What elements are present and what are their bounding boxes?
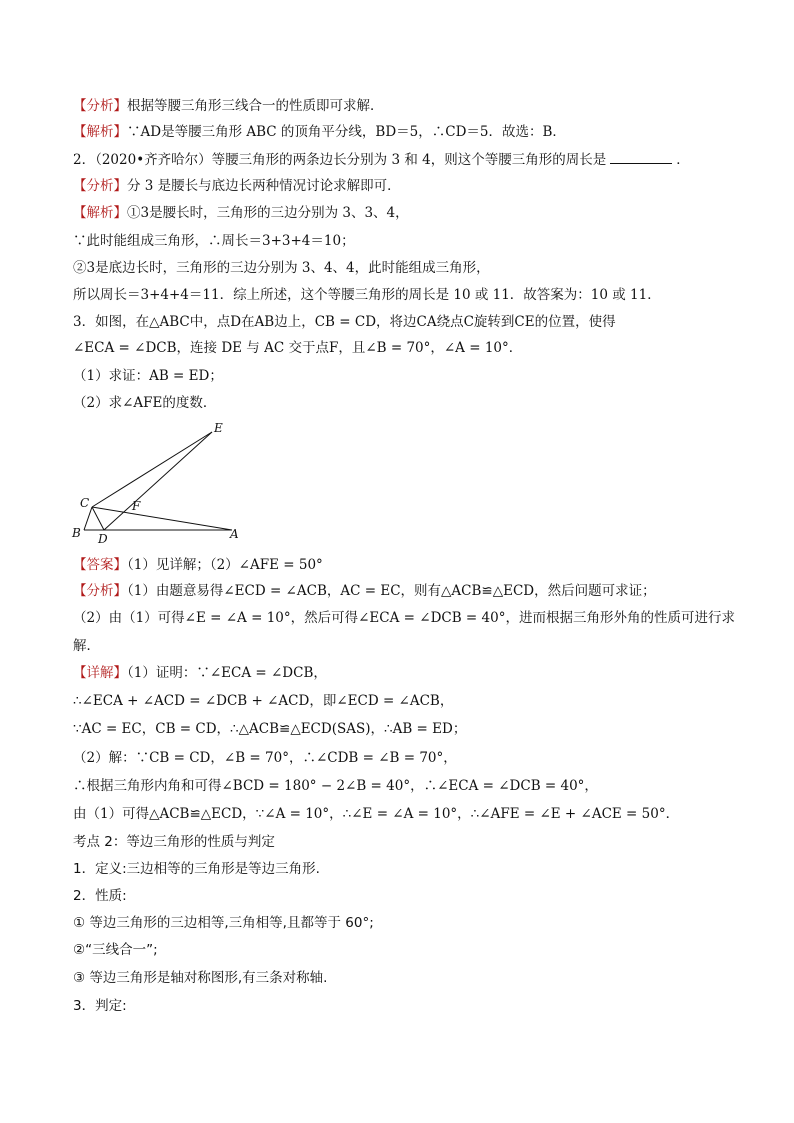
criteria-heading: 3．判定: <box>73 998 127 1014</box>
answer-tag: 【答案】 <box>73 557 127 573</box>
segment-ca <box>92 507 232 530</box>
solution-tag: 【解析】 <box>73 124 127 140</box>
segment-cd <box>92 507 104 530</box>
analysis-tag: 【分析】 <box>73 98 127 114</box>
answer-3 <box>73 555 323 575</box>
question-2-end: ． <box>676 152 690 168</box>
analysis-text: （1）由题意易得∠ECD = ∠ACB，AC = EC，则有△ACB≌△ECD，然后问题可求证； <box>127 583 656 599</box>
detail-3-line-2: ∴∠ECA + ∠ACD = ∠DCB + ∠ACD，即∠ECD = ∠ACB， <box>73 693 454 709</box>
question-2-text: 2．（2020•齐齐哈尔）等腰三角形的两条边长分别为 3 和 4，则这个等腰三角形的周长是 <box>73 152 607 168</box>
segment-bc <box>84 507 92 530</box>
analysis-tag: 【分析】 <box>73 583 127 599</box>
label-b: B <box>72 526 81 540</box>
section-heading: 考点 2：等边三角形的性质与判定 <box>73 834 275 850</box>
solution-text: ∵AD是等腰三角形 ABC 的顶角平分线，BD＝5，∴CD＝5．故选：B． <box>127 124 566 140</box>
property-3: ③ 等边三角形是轴对称图形,有三条对称轴. <box>73 970 328 986</box>
label-d: D <box>98 532 108 545</box>
solution-2-line-4: 所以周长＝3+4+4＝11．综上所述，这个等腰三角形的周长是 10 或 11．故答案为：10 或 11． <box>73 287 661 303</box>
analysis-3-line-2: （2）由（1）可得∠E = ∠A = 10°，然后可得∠ECA = ∠DCB = 40°，进而根据三角形外角的性质可进行求 <box>73 610 735 626</box>
detail-3-line-6: 由（1）可得△ACB≌△ECD，∵∠A = 10°，∴∠E = ∠A = 10°，∴∠AFE = ∠E + ∠ACE = 50°． <box>73 806 680 822</box>
question-2 <box>73 149 690 170</box>
triangle-figure <box>60 420 260 545</box>
solution-text: ①3是腰长时，三角形的三边分别为 3、3、4， <box>127 205 409 221</box>
solution-2-line-2: ∵此时能组成三角形，∴周长＝3+3+4＝10； <box>73 233 355 249</box>
segment-ce <box>92 432 212 507</box>
property-1: ① 等边三角形的三边相等,三角相等,且都等于 60°; <box>73 915 374 931</box>
properties-heading: 2．性质: <box>73 888 127 904</box>
label-c: C <box>80 496 90 510</box>
analysis-tag: 【分析】 <box>73 178 127 194</box>
definition-line: 1．定义:三边相等的三角形是等边三角形. <box>73 861 320 877</box>
analysis-1 <box>73 96 384 116</box>
answer-text: （1）见详解；（2）∠AFE = 50° <box>127 557 323 573</box>
detail-text: （1）证明：∵∠ECA = ∠DCB， <box>127 665 327 681</box>
label-f: F <box>132 499 141 513</box>
answer-blank[interactable] <box>610 149 672 164</box>
analysis-2 <box>73 176 401 196</box>
detail-tag: 【详解】 <box>73 665 127 681</box>
label-a: A <box>230 527 239 541</box>
analysis-text: 根据等腰三角形三线合一的性质即可求解． <box>127 98 384 114</box>
analysis-3-line-3: 解． <box>73 638 100 654</box>
segment-de <box>104 432 212 530</box>
solution-2-line-3: ②3是底边长时，三角形的三边分别为 3、4、4，此时能组成三角形， <box>73 260 490 276</box>
detail-3-line-3: ∵AC = EC，CB = CD，∴△ACB≌△ECD(SAS)，∴AB = ED； <box>73 721 467 737</box>
question-3-part-1: （1）求证：AB = ED； <box>73 368 223 384</box>
question-3-part-2: （2）求∠AFE的度数． <box>73 395 217 411</box>
analysis-text: 分 3 是腰长与底边长两种情况讨论求解即可． <box>127 178 401 194</box>
question-3: 3．如图，在△ABC中，点D在AB边上，CB = CD，将边CA绕点C旋转到CE的位置，使得 <box>73 314 616 330</box>
question-3-line-2: ∠ECA = ∠DCB，连接 DE 与 AC 交于点F，且∠B = 70°，∠A = 10°． <box>73 340 523 356</box>
solution-1 <box>73 122 566 142</box>
property-2: ②“三线合一”; <box>73 942 158 958</box>
detail-3-line-4: （2）解：∵CB = CD，∠B = 70°，∴∠CDB = ∠B = 70°， <box>73 750 457 766</box>
analysis-3 <box>73 581 656 601</box>
detail-3 <box>73 663 327 683</box>
label-e: E <box>214 421 223 435</box>
solution-2 <box>73 203 409 223</box>
detail-3-line-5: ∴根据三角形内角和可得∠BCD = 180° − 2∠B = 40°，∴∠ECA = ∠DCB = 40°， <box>73 778 598 794</box>
solution-tag: 【解析】 <box>73 205 127 221</box>
